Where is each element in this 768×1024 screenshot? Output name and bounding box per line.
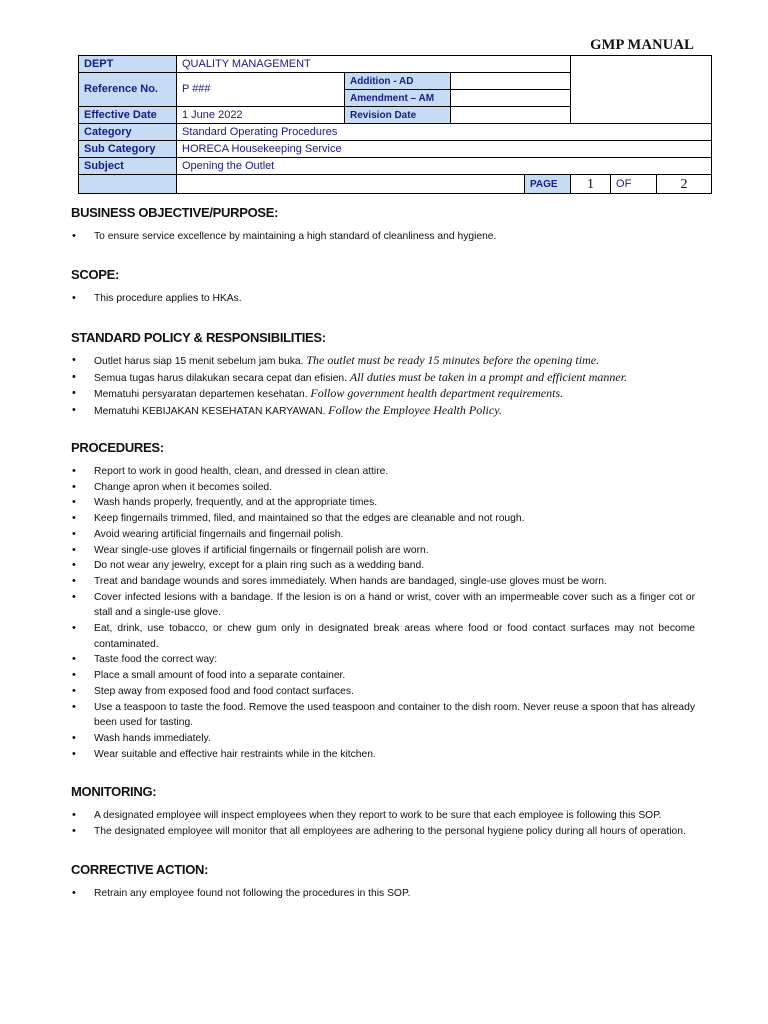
- list-item: • Avoid wearing artificial fingernails and fingernail polish.: [71, 527, 695, 543]
- section-title-monitoring: MONITORING:: [71, 784, 157, 799]
- policy-text-ms: Outlet harus siap 15 menit sebelum jam buka.: [94, 356, 307, 367]
- policy-list: [71, 353, 695, 420]
- list-item: • Change apron when it becomes soiled.: [71, 480, 695, 496]
- page-label: PAGE: [525, 175, 571, 194]
- subject-value: Opening the Outlet: [177, 158, 712, 175]
- list-item: • Wash hands properly, frequently, and at the appropriate times.: [71, 495, 695, 511]
- policy-text-ms: Mematuhi persyaratan departemen kesehatan.: [94, 389, 311, 401]
- dept-label: DEPT: [79, 56, 177, 73]
- objective-list: [71, 229, 695, 245]
- category-label: Category: [79, 124, 177, 141]
- policy-text-ms: Semua tugas harus dilakukan secara cepat dan efisien.: [94, 372, 350, 384]
- manual-title: GMP MANUAL: [590, 37, 694, 53]
- document-header-table: [78, 55, 712, 194]
- monitoring-list: [71, 808, 695, 839]
- effective-date-label: Effective Date: [79, 107, 177, 124]
- effective-date-value: 1 June 2022: [177, 107, 345, 124]
- procedures-list: [71, 464, 695, 762]
- list-item: • Place a small amount of food into a separate container.: [71, 668, 695, 684]
- category-value: Standard Operating Procedures: [177, 124, 712, 141]
- page-current: 1: [571, 175, 611, 194]
- section-title-corrective: CORRECTIVE ACTION:: [71, 862, 209, 877]
- list-item: • Use a teaspoon to taste the food. Remove the used teaspoon and container to the dish room. Never reuse a spoon that has already been used for tasting.: [71, 700, 695, 731]
- list-item: • The designated employee will monitor that all employees are adhering to the personal hygiene policy during all hours of operation.: [71, 824, 695, 840]
- list-item: • A designated employee will inspect employees when they report to work to be sure that each employee is following this SOP.: [71, 808, 695, 824]
- revision-date-value: [451, 107, 571, 124]
- section-title-policy: STANDARD POLICY & RESPONSIBILITIES:: [71, 330, 326, 345]
- policy-text-en: Follow government health department requirements.: [310, 386, 564, 401]
- reference-label: Reference No.: [79, 73, 177, 107]
- list-item: [71, 353, 695, 370]
- logo-area: [571, 56, 712, 124]
- section-title-scope: SCOPE:: [71, 267, 120, 282]
- dept-value: QUALITY MANAGEMENT: [177, 56, 571, 73]
- list-item: • Do not wear any jewelry, except for a plain ring such as a wedding band.: [71, 558, 695, 574]
- list-item: • Wear single-use gloves if artificial fingernails or fingernail polish are worn.: [71, 543, 695, 559]
- subject-label: Subject: [79, 158, 177, 175]
- scope-list: [71, 291, 695, 307]
- policy-text-ms: Mematuhi KEBIJAKAN KESEHATAN KARYAWAN.: [94, 406, 329, 418]
- list-item: • This procedure applies to HKAs.: [71, 291, 695, 307]
- section-title-procedures: PROCEDURES:: [71, 440, 164, 455]
- section-title-objective: BUSINESS OBJECTIVE/PURPOSE:: [71, 205, 279, 220]
- list-item: • Keep fingernails trimmed, filed, and maintained so that the edges are cleanable and not rough.: [71, 511, 695, 527]
- addition-label: Addition - AD: [345, 73, 451, 90]
- list-item: • Cover infected lesions with a bandage. If the lesion is on a hand or wrist, cover with an impermeable cover such as a finger cot or stall and a single-use glove.: [71, 590, 695, 621]
- blank-cell: [177, 175, 525, 194]
- amendment-label: Amendment – AM: [345, 90, 451, 107]
- of-label: OF: [611, 175, 657, 194]
- revision-date-label: Revision Date: [345, 107, 451, 124]
- subcategory-label: Sub Category: [79, 141, 177, 158]
- page-total: 2: [657, 175, 712, 194]
- list-item: • Taste food the correct way:: [71, 652, 695, 668]
- reference-value: P ###: [177, 73, 345, 107]
- list-item: • Treat and bandage wounds and sores immediately. When hands are bandaged, single-use gloves must be worn.: [71, 574, 695, 590]
- subcategory-value: HORECA Housekeeping Service: [177, 141, 712, 158]
- blank-label: [79, 175, 177, 194]
- list-item: • Retrain any employee found not following the procedures in this SOP.: [71, 886, 695, 902]
- corrective-list: [71, 886, 695, 902]
- list-item: • Wear suitable and effective hair restraints while in the kitchen.: [71, 747, 695, 763]
- addition-value: [451, 73, 571, 90]
- list-item: • To ensure service excellence by maintaining a high standard of cleanliness and hygiene.: [71, 229, 695, 245]
- list-item: • Step away from exposed food and food contact surfaces.: [71, 684, 695, 700]
- list-item: [71, 370, 695, 387]
- list-item: [71, 386, 695, 403]
- list-item: • Wash hands immediately.: [71, 731, 695, 747]
- amendment-value: [451, 90, 571, 107]
- list-item: [71, 403, 695, 420]
- list-item: • Eat, drink, use tobacco, or chew gum only in designated break areas where food or food contact surfaces may not become contaminated.: [71, 621, 695, 652]
- policy-text-en: The outlet must be ready 15 minutes before the opening time.: [306, 353, 600, 367]
- list-item: • Report to work in good health, clean, and dressed in clean attire.: [71, 464, 695, 480]
- policy-text-en: All duties must be taken in a prompt and efficient manner.: [349, 369, 628, 384]
- policy-text-en: Follow the Employee Health Policy.: [328, 403, 502, 418]
